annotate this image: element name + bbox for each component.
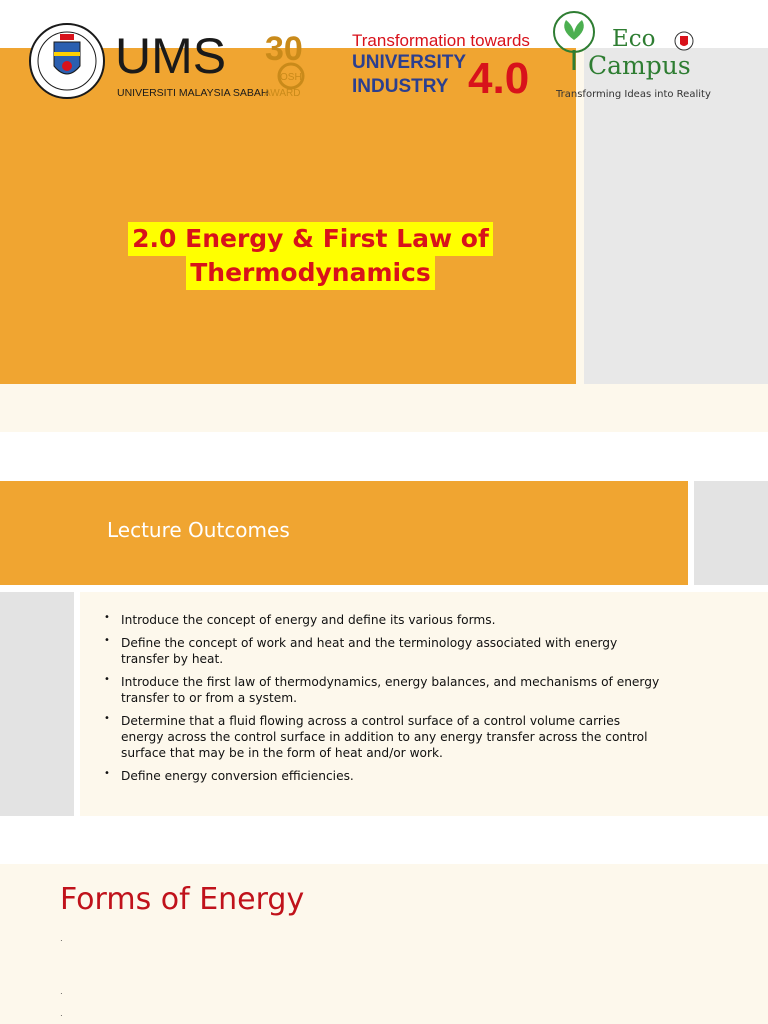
ums-crest-logo xyxy=(30,24,104,98)
logo-bar-graphics xyxy=(0,0,768,104)
transformation-university: UNIVERSITY xyxy=(352,52,467,73)
anniversary-logo: 30 xyxy=(265,30,303,68)
outcomes-heading: Lecture Outcomes xyxy=(107,518,290,542)
title-line-1: 2.0 Energy & First Law of xyxy=(128,222,493,256)
transformation-version: 4.0 xyxy=(468,54,530,103)
campus-text: Campus xyxy=(588,51,691,80)
list-item-text: Introduce the concept of energy and define its various forms. xyxy=(121,613,496,627)
osh-text: OSH xyxy=(280,72,302,83)
list-item-text: Introduce the first law of thermodynamics, energy balances, and mechanisms of energy transfer to or from a system. xyxy=(121,675,660,705)
bullet-marker: · xyxy=(60,1011,63,1020)
bullet-marker: · xyxy=(60,936,63,945)
ums-wordmark: UMS xyxy=(115,28,227,84)
slide-title xyxy=(92,222,529,300)
award-text: AWARD xyxy=(264,88,301,99)
list-item: • Define energy conversion efficiencies. xyxy=(104,768,354,783)
outcomes-side-gray xyxy=(0,592,74,816)
eco-text: Eco xyxy=(612,26,656,52)
outcomes-header-gray xyxy=(694,481,768,585)
list-item: • Define the concept of work and heat and the terminology associated with energy transfer by heat. xyxy=(104,635,618,666)
outcomes-header-panel xyxy=(0,481,688,585)
lecture-outcomes-slide xyxy=(0,432,768,864)
logo-bar xyxy=(0,0,768,104)
eco-tagline: Transforming Ideas into Reality xyxy=(556,89,711,100)
list-item-text: Determine that a fluid flowing across a control surface of a control volume carries energy across the control surface in addition to any energy transfer across the control surface that may be in the form of heat and/or work. xyxy=(121,714,648,760)
transformation-heading: Transformation towards xyxy=(352,31,530,50)
bullet-marker: · xyxy=(60,989,63,998)
transformation-industry: INDUSTRY xyxy=(352,76,449,97)
title-slide xyxy=(0,0,768,432)
list-item: • Introduce the concept of energy and define its various forms. xyxy=(104,612,496,627)
list-item: • Introduce the first law of thermodynamics, energy balances, and mechanisms of energy transfer to or from a system. xyxy=(104,674,660,705)
list-item: • Determine that a fluid flowing across a control surface of a control volume carries energy across the control surface in addition to any energy transfer across the control surface that may be in the form of heat and/or work. xyxy=(104,713,648,760)
outcomes-list xyxy=(104,612,664,791)
forms-heading: Forms of Energy xyxy=(60,882,305,917)
title-line-2: Thermodynamics xyxy=(186,256,435,290)
ums-fullname: UNIVERSITI MALAYSIA SABAH xyxy=(117,87,269,99)
list-item-text: Define energy conversion efficiencies. xyxy=(121,769,354,783)
list-item-text: Define the concept of work and heat and the terminology associated with energy transfer by heat. xyxy=(121,636,618,666)
forms-of-energy-slide xyxy=(0,864,768,1024)
